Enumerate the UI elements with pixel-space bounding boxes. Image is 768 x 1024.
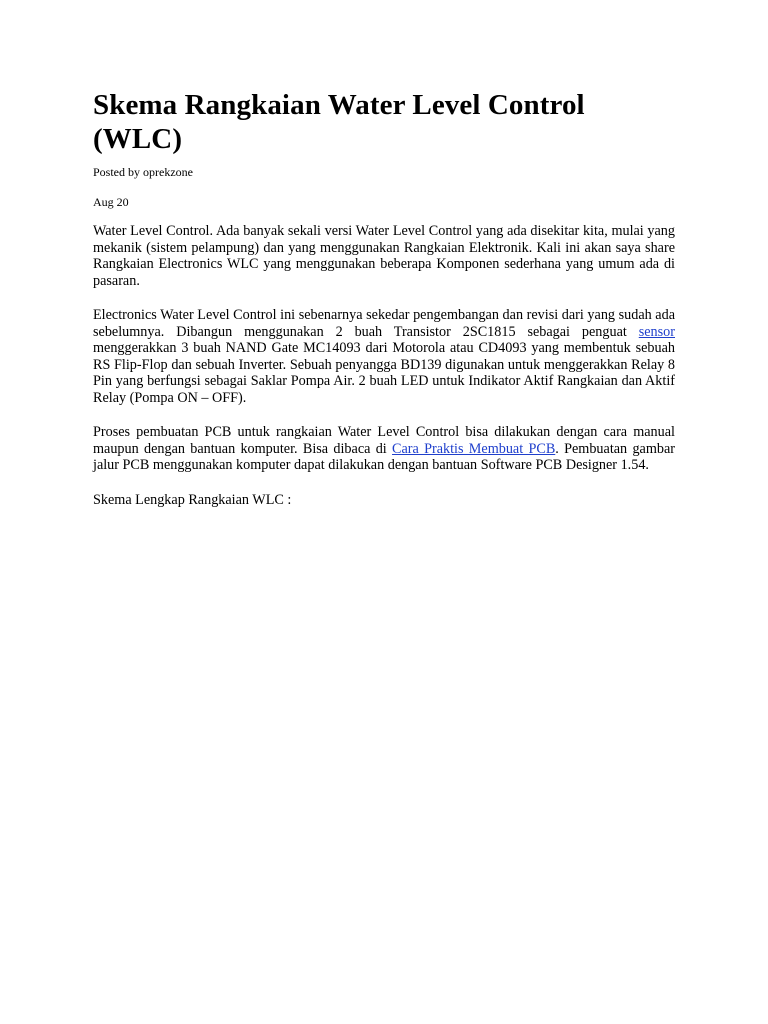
paragraph-schematic-heading: Skema Lengkap Rangkaian WLC : — [93, 491, 292, 508]
document-page — [93, 88, 675, 508]
paragraph-description — [93, 307, 675, 406]
article-title: Skema Rangkaian Water Level Control (WLC) — [93, 89, 585, 155]
pcb-guide-link[interactable]: Cara Praktis Membuat PCB — [392, 440, 556, 457]
post-date: Aug 20 — [93, 195, 129, 209]
paragraph-description-text-after: menggerakkan 3 buah NAND Gate MC14093 dari Motorola atau CD4093 yang membentuk sebuah RS Flip-Flop dan sebuah Inverter. Sebuah penyangga BD139 digunakan untuk menggerakkan Relay 8 Pin yang berfungsi sebagai Saklar Pompa Air. 2 buah LED untuk Indikator Aktif Rangkaian dan Aktif Relay (Pompa ON – OFF). — [93, 340, 675, 406]
posted-by: Posted by oprekzone — [93, 165, 193, 179]
paragraph-pcb-text-after: . Pembuatan gambar jalur PCB menggunakan komputer dapat dilakukan dengan bantuan Software PCB Designer 1.54. — [93, 440, 675, 473]
paragraph-pcb-text-before: Proses pembuatan PCB untuk rangkaian Water Level Control bisa dilakukan dengan cara manual maupun dengan bantuan komputer. Bisa dibaca di — [93, 424, 675, 457]
paragraph-description-text-before: Electronics Water Level Control ini sebenarnya sekedar pengembangan dan revisi dari yang sudah ada sebelumnya. Dibangun menggunakan 2 buah Transistor 2SC1815 sebagai penguat — [93, 307, 675, 340]
paragraph-pcb — [93, 424, 675, 474]
sensor-link[interactable]: sensor — [638, 323, 675, 340]
paragraph-intro: Water Level Control. Ada banyak sekali versi Water Level Control yang ada disekitar kita, mulai yang mekanik (sistem pelampung) dan yang menggunakan Rangkaian Elektronik. Kali ini akan saya share Rangkaian Electronics WLC yang menggunakan beberapa Komponen sederhana yang umum ada di pasaran. — [93, 223, 675, 289]
